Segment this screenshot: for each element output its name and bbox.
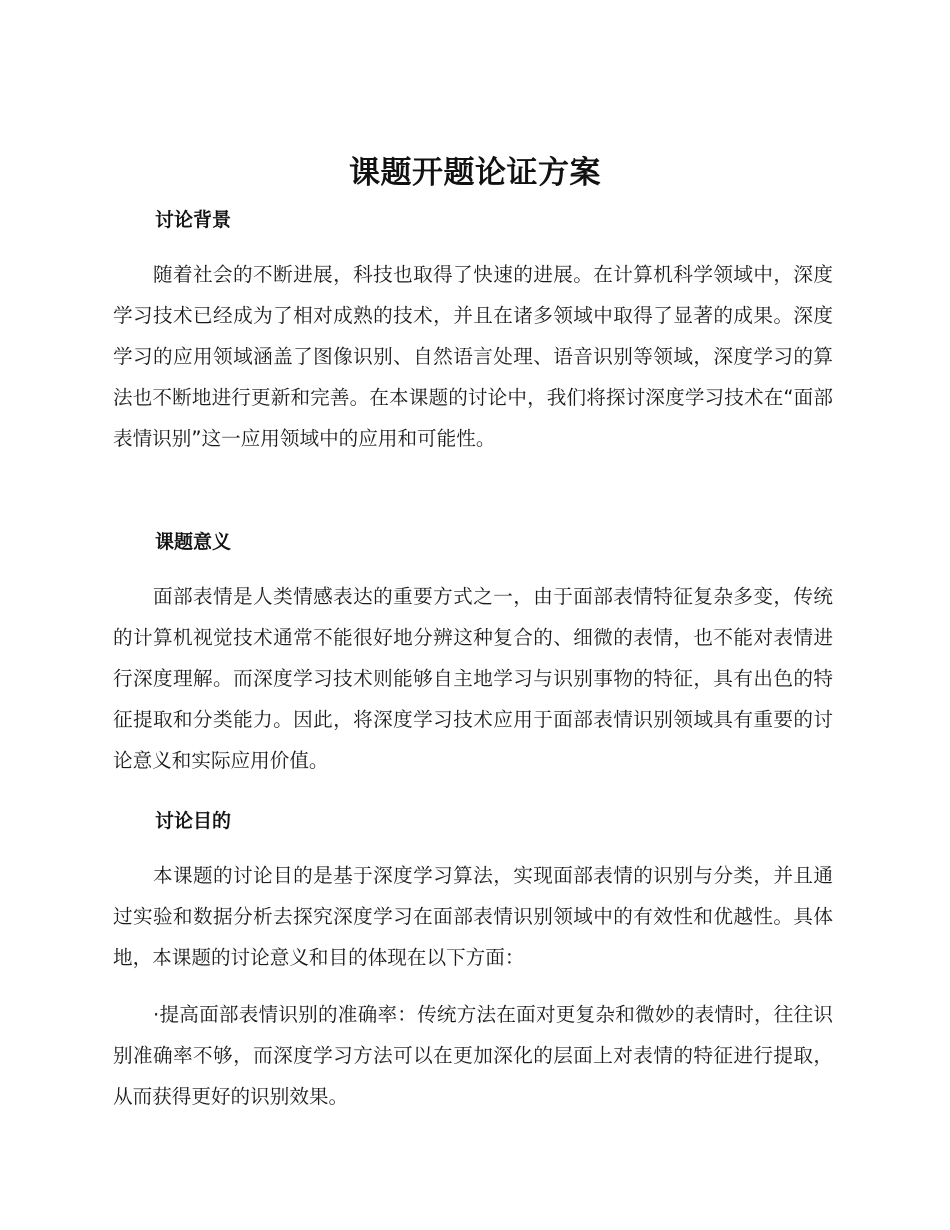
section-paragraph-background: 随着社会的不断进展，科技也取得了快速的进展。在计算机科学领域中，深度学习技术已经成为了相对成熟的技术，并且在诸多领域中取得了显著的成果。深度学习的应用领域涵盖了图像识别、自然语言处理、语音识别等领域，深度学习的算法也不断地进行更新和完善。在本课题的讨论中，我们将探讨深度学习技术在“面部表情识别”这一应用领域中的应用和可能性。 (113, 263, 833, 450)
section-heading-background: 讨论背景 (155, 209, 232, 231)
section-heading-significance: 课题意义 (155, 531, 232, 553)
bullet-item (113, 994, 833, 1117)
bullet-text: 提高面部表情识别的准确率：传统方法在面对更复杂和微妙的表情时，往往识别准确率不够，而深度学习方法可以在更加深化的层面上对表情的特征进行提取，从而获得更好的识别效果。 (113, 1003, 833, 1108)
section-paragraph-significance: 面部表情是人类情感表达的重要方式之一，由于面部表情特征复杂多变，传统的计算机视觉技术通常不能很好地分辨这种复合的、细微的表情，也不能对表情进行深度理解。而深度学习技术则能够自主地学习与识别事物的特征，具有出色的特征提取和分类能力。因此，将深度学习技术应用于面部表情识别领域具有重要的讨论意义和实际应用价值。 (113, 585, 833, 772)
section-heading-objective: 讨论目的 (155, 810, 232, 832)
bullet-marker: · (153, 1003, 160, 1026)
section-paragraph-objective: 本课题的讨论目的是基于深度学习算法，实现面部表情的识别与分类，并且通过实验和数据分析去探究深度学习在面部表情识别领域中的有效性和优越性。具体地，本课题的讨论意义和目的体现在以下方面： (113, 864, 833, 969)
document-title: 课题开题论证方案 (349, 155, 601, 191)
